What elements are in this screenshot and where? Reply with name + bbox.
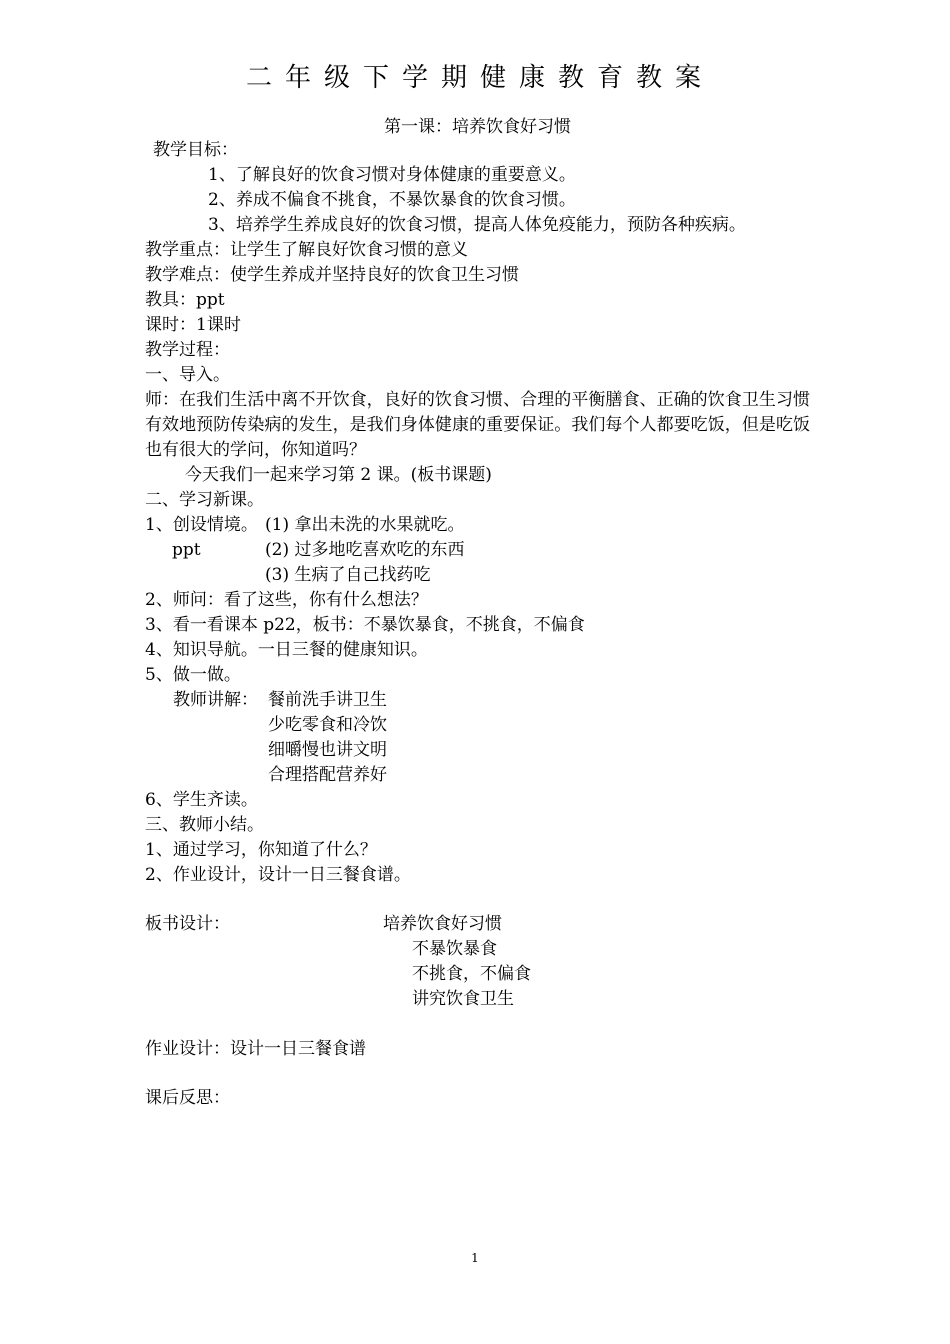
- board-label: 板书设计：: [145, 914, 230, 934]
- goals-label: 教学目标：: [153, 140, 238, 160]
- section-heading: 三、教师小结。: [145, 815, 264, 835]
- step-item: 5、做一做。: [145, 665, 241, 685]
- board-title: 培养饮食好习惯: [383, 914, 502, 934]
- rhyme-line: 细嚼慢也讲文明: [268, 740, 387, 760]
- summary-item: 2、作业设计，设计一日三餐食谱。: [145, 865, 411, 885]
- intro-today: 今天我们一起来学习第 2 课。(板书课题): [185, 465, 492, 485]
- teaching-tools: 教具：ppt: [145, 290, 225, 310]
- lesson-title: 第一课：培养饮食好习惯: [384, 117, 571, 137]
- ppt-label: ppt: [172, 540, 201, 560]
- board-item: 不挑食，不偏食: [412, 964, 531, 984]
- page-number: 1: [471, 1251, 479, 1265]
- homework: 作业设计：设计一日三餐食谱: [145, 1039, 366, 1059]
- rhyme-line: 少吃零食和冷饮: [268, 715, 387, 735]
- key-point: 教学重点：让学生了解良好饮食习惯的意义: [145, 240, 468, 260]
- difficulty: 教学难点：使学生养成并坚持良好的饮食卫生习惯: [145, 265, 519, 285]
- step-item: 1、创设情境。: [145, 515, 258, 535]
- rhyme-line: 餐前洗手讲卫生: [268, 690, 387, 710]
- teacher-label: 教师讲解：: [173, 690, 258, 710]
- summary-item: 1、通过学习，你知道了什么？: [145, 840, 377, 860]
- board-item: 不暴饮暴食: [412, 939, 497, 959]
- class-duration: 课时：1课时: [145, 315, 241, 335]
- goal-item: 1、了解良好的饮食习惯对身体健康的重要意义。: [208, 165, 576, 185]
- step-item: 4、知识导航。一日三餐的健康知识。: [145, 640, 428, 660]
- process-label: 教学过程：: [145, 340, 230, 360]
- section-heading: 二、学习新课。: [145, 490, 264, 510]
- step-item: 2、师问：看了这些，你有什么想法？: [145, 590, 428, 610]
- reflection-label: 课后反思：: [145, 1088, 230, 1108]
- rhyme-line: 合理搭配营养好: [268, 765, 387, 785]
- scene-item: (3) 生病了自己找药吃: [265, 565, 431, 585]
- intro-paragraph: 师：在我们生活中离不开饮食，良好的饮食习惯、合理的平衡膳食、正确的饮食卫生习惯有效地预防传染病的发生，是我们身体健康的重要保证。我们每个人都要吃饭，但是吃饭也有很大的学问，你知道吗？: [145, 390, 810, 460]
- goal-item: 3、培养学生养成良好的饮食习惯，提高人体免疫能力，预防各种疾病。: [208, 215, 746, 235]
- scene-item: (2) 过多地吃喜欢吃的东西: [265, 540, 465, 560]
- document-title: 二年级下学期健康教育教案: [245, 63, 714, 93]
- step-item: 6、学生齐读。: [145, 790, 258, 810]
- scene-item: (1) 拿出未洗的水果就吃。: [265, 515, 465, 535]
- section-heading: 一、导入。: [145, 365, 230, 385]
- step-item: 3、看一看课本 p22，板书：不暴饮暴食，不挑食，不偏食: [145, 615, 585, 635]
- goal-item: 2、养成不偏食不挑食，不暴饮暴食的饮食习惯。: [208, 190, 576, 210]
- board-item: 讲究饮食卫生: [412, 989, 514, 1009]
